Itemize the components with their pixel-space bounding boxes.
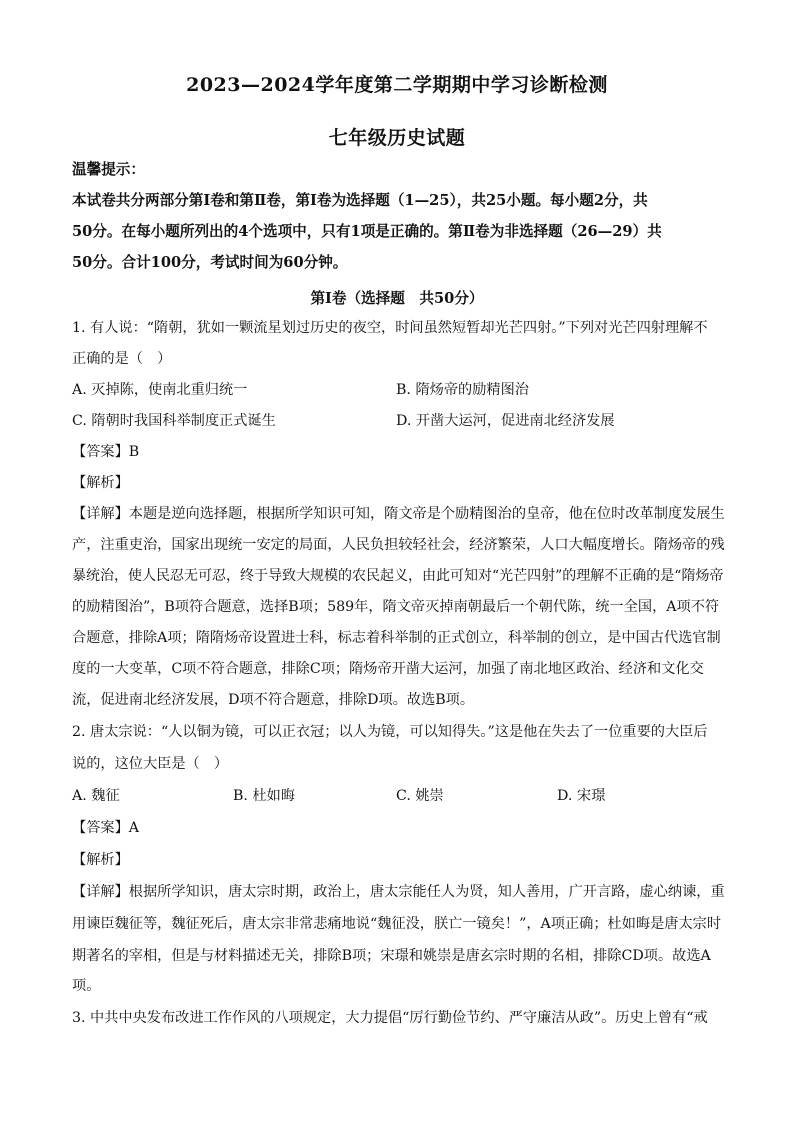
exam-subtitle: 七年级历史试题 bbox=[328, 127, 466, 149]
exam-title: 2023—2024学年度第二学期期中学习诊断检测 bbox=[186, 74, 608, 96]
q1-option-a: A. 灭掉陈，使南北重归统一 bbox=[72, 382, 248, 398]
q2-option-c: C. 姚崇 bbox=[396, 788, 444, 804]
q1-analysis-label: 【解析】 bbox=[72, 475, 129, 491]
notice-line-1: 本试卷共分两部分第Ⅰ卷和第Ⅱ卷，第Ⅰ卷为选择题（1—25），共25小题。每小题2分，共 bbox=[72, 192, 648, 209]
q2-detail-line-4: 项。 bbox=[72, 978, 101, 994]
q2-stem-line-1: 2. 唐太宗说：“人以铜为镜，可以正衣冠；以人为镜，可以知得失。”这是他在失去了一位重要的大臣后 bbox=[72, 724, 708, 740]
q2-detail-line-1: 【详解】根据所学知识，唐太宗时期，政治上，唐太宗能任人为贤，知人善用，广开言路，虚心纳谏，重 bbox=[72, 884, 725, 900]
notice-line-3: 50分。合计100分，考试时间为60分钟。 bbox=[72, 254, 348, 271]
notice-line-2: 50分。在每小题所列出的4个选项中，只有1项是正确的。第Ⅱ卷为非选择题（26—29）共 bbox=[72, 223, 662, 240]
section-title: 第Ⅰ卷（选择题 共50分） bbox=[310, 290, 484, 307]
q2-answer: 【答案】A bbox=[72, 820, 139, 836]
q1-option-b: B. 隋炀帝的励精图治 bbox=[396, 382, 529, 398]
q2-detail-line-2: 用谏臣魏征等，魏征死后，唐太宗非常悲痛地说“魏征没，朕亡一镜矣！”，A项正确；杜如晦是唐太宗时 bbox=[72, 916, 722, 932]
q1-stem-line-1: 1. 有人说：“隋朝，犹如一颗流星划过历史的夜空，时间虽然短暂却光芒四射。”下列对光芒四射理解不 bbox=[72, 320, 708, 336]
q1-option-c: C. 隋朝时我国科举制度正式诞生 bbox=[72, 413, 276, 429]
q1-detail-line-7: 流，促进南北经济发展，D项不符合题意，排除D项。故选B项。 bbox=[72, 692, 475, 708]
q1-answer: 【答案】B bbox=[72, 444, 140, 460]
q1-option-d: D. 开凿大运河，促进南北经济发展 bbox=[396, 413, 615, 429]
q1-detail-line-5: 合题意，排除A项；隋隋炀帝设置进士科，标志着科举制的正式创立，科举制的创立，是中国古代选官制 bbox=[72, 630, 721, 646]
notice-label: 温馨提示： bbox=[72, 161, 145, 178]
q2-option-b: B. 杜如晦 bbox=[233, 788, 296, 804]
q1-detail-line-4: 的励精图治”，B项符合题意，选择B项；589年，隋文帝灭掉南朝最后一个朝代陈，统一全国，A项不符 bbox=[72, 599, 720, 615]
q1-detail-line-2: 产，注重吏治，国家出现统一安定的局面，人民负担较轻社会，经济繁荣，人口大幅度增长。隋炀帝的残 bbox=[72, 537, 725, 553]
q2-detail-line-3: 期著名的宰相，但是与材料描述无关，排除B项；宋璟和姚崇是唐玄宗时期的名相，排除CD项。故选A bbox=[72, 948, 711, 964]
q2-option-d: D. 宋璟 bbox=[557, 788, 606, 804]
q1-detail-line-1: 【详解】本题是逆向选择题，根据所学知识可知，隋文帝是个励精图治的皇帝，他在位时改革制度发展生 bbox=[72, 506, 725, 522]
q1-detail-line-6: 度的一大变革，C项不符合题意，排除C项；隋炀帝开凿大运河，加强了南北地区政治、经济和文化交 bbox=[72, 661, 704, 677]
q2-option-a: A. 魏征 bbox=[72, 788, 120, 804]
q3-stem-line-1: 3. 中共中央发布改进工作作风的八项规定，大力提倡“厉行勤俭节约、严守廉洁从政”。历史上曾有“戒 bbox=[72, 1010, 708, 1026]
q1-detail-line-3: 暴统治，使人民忍无可忍，终于导致大规模的农民起义，由此可知对“光芒四射”的理解不正确的是“隋炀帝 bbox=[72, 568, 724, 584]
q2-stem-line-2: 说的，这位大臣是（ ） bbox=[72, 756, 229, 772]
q1-stem-line-2: 正确的是（ ） bbox=[72, 351, 172, 367]
q2-analysis-label: 【解析】 bbox=[72, 852, 129, 868]
